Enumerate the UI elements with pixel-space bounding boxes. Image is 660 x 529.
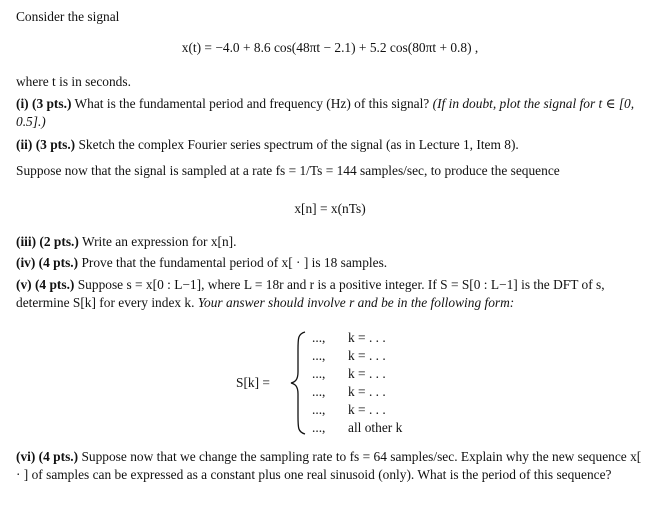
case-value: ..., bbox=[312, 384, 326, 399]
case-condition: k = . . . bbox=[348, 330, 386, 345]
question-6-tag: (vi) (4 pts.) bbox=[16, 449, 79, 464]
case-condition: k = . . . bbox=[348, 384, 386, 399]
intro-text: Consider the signal bbox=[16, 9, 120, 24]
question-5-hint: Your answer should involve r and be in the following form: bbox=[197, 294, 515, 310]
question-1 bbox=[16, 95, 644, 130]
question-2 bbox=[16, 136, 644, 154]
case-value: ..., bbox=[312, 420, 326, 435]
sampling-paragraph: Suppose now that the signal is sampled at a rate fs = 1/Ts = 144 samples/sec, to produce the sequence bbox=[16, 163, 560, 178]
question-1-text: What is the fundamental period and frequency (Hz) of this signal? bbox=[71, 96, 433, 111]
question-3 bbox=[16, 233, 644, 251]
case-value: ..., bbox=[312, 402, 326, 417]
case-row bbox=[312, 348, 386, 364]
case-value: ..., bbox=[312, 330, 326, 345]
question-5 bbox=[16, 276, 644, 311]
left-brace bbox=[289, 330, 309, 436]
case-row bbox=[312, 330, 386, 346]
case-row bbox=[312, 402, 386, 418]
question-3-text: Write an expression for x[n]. bbox=[78, 234, 237, 249]
signal-equation: x(t) = −4.0 + 8.6 cos(48πt − 2.1) + 5.2 cos(80πt + 0.8) , bbox=[181, 40, 479, 55]
cases-list bbox=[312, 330, 452, 436]
question-2-text: Sketch the complex Fourier series spectrum of the signal (as in Lecture 1, Item 8). bbox=[75, 137, 519, 152]
case-row bbox=[312, 366, 386, 382]
question-4-text: Prove that the fundamental period of x[ · ] is 18 samples. bbox=[78, 255, 388, 270]
question-6 bbox=[16, 448, 644, 483]
question-6-text: Suppose now that we change the sampling rate to fs = 64 samples/sec. Explain why the new sequence x[ · ] of samples can be expressed as a constant plus one real sinusoid (only). What is the period of this sequence? bbox=[16, 449, 642, 482]
where-text: where t is in seconds. bbox=[16, 74, 131, 89]
sample-equation: x[n] = x(nTs) bbox=[294, 201, 366, 216]
question-2-tag: (ii) (3 pts.) bbox=[16, 137, 76, 152]
question-1-tag: (i) (3 pts.) bbox=[16, 96, 72, 111]
case-condition: all other k bbox=[348, 420, 403, 435]
case-value: ..., bbox=[312, 366, 326, 381]
question-5-text: Suppose s = x[0 : L−1], where L = 18r and r is a positive integer. If S = S[0 : L−1] is the DFT of s, determine S[k] for every index k. bbox=[16, 277, 605, 310]
question-1-hint: (If in doubt, plot the signal for t ∈ [0, 0.5].) bbox=[16, 96, 635, 129]
case-row bbox=[312, 420, 402, 436]
case-condition: k = . . . bbox=[348, 348, 386, 363]
question-3-tag: (iii) (2 pts.) bbox=[16, 234, 79, 249]
question-4 bbox=[16, 254, 644, 272]
question-4-tag: (iv) (4 pts.) bbox=[16, 255, 79, 270]
case-condition: k = . . . bbox=[348, 366, 386, 381]
case-value: ..., bbox=[312, 348, 326, 363]
dft-lhs: S[k] = bbox=[236, 375, 270, 390]
case-condition: k = . . . bbox=[348, 402, 386, 417]
case-row bbox=[312, 384, 386, 400]
question-5-tag: (v) (4 pts.) bbox=[16, 277, 75, 292]
